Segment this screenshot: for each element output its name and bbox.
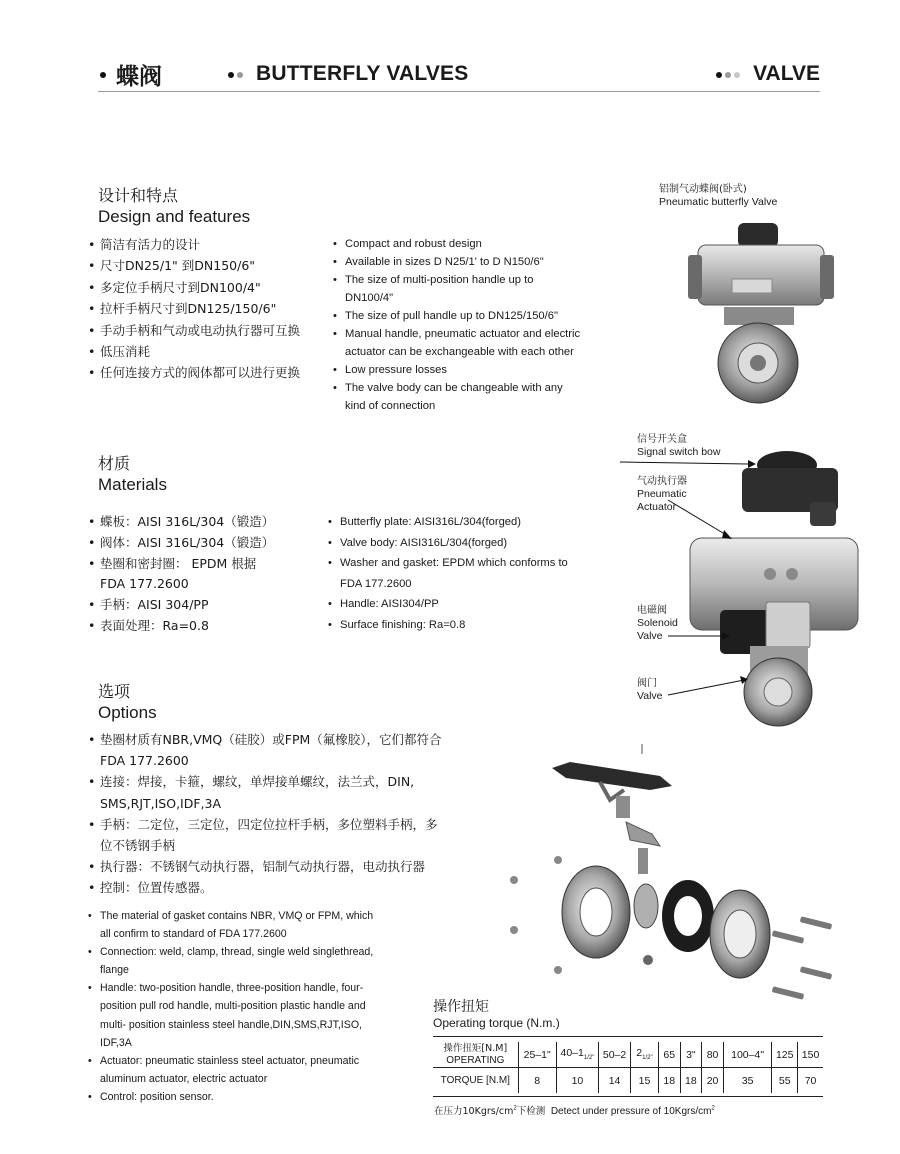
options-list-en [88, 907, 383, 1106]
list-item: • 阀体：AISI 316L/304（锻造） [88, 533, 288, 554]
torque-table-rule [433, 1036, 823, 1037]
list-item: • 简洁有活力的设计 [88, 234, 328, 255]
list-item: • Control: position sensor. [88, 1088, 383, 1106]
photo1-caption-en: Pneumatic butterfly Valve [659, 196, 778, 208]
list-item: • Actuator: pneumatic stainless steel actuator, pneumatic aluminum actuator, electric actuator [88, 1052, 383, 1088]
row-label-en: TORQUE [N.M] [433, 1068, 518, 1094]
size-cell: 25–1" [518, 1042, 556, 1068]
list-item: • Butterfly plate: AISI316L/304(forged) [328, 512, 578, 533]
options-heading [98, 682, 157, 723]
torque-heading-cn: 操作扭矩 [433, 999, 489, 1015]
list-item: • 尺寸DN25/1" 到DN150/6" [88, 255, 328, 276]
bullet-dot-icon [100, 72, 106, 78]
value-cell: 20 [702, 1068, 724, 1094]
label-valve: 阀门 Valve [637, 678, 663, 702]
size-cell: 125 [772, 1042, 798, 1068]
list-item: • 垫圈材质有NBR,VMQ（硅胶）或FPM（氟橡胶），它们都符合FDA 177.2600 [88, 729, 443, 771]
value-cell: 10 [556, 1068, 598, 1094]
section-title-cn: 蝶阀 [100, 58, 162, 91]
materials-heading [98, 454, 167, 495]
options-list-cn [88, 729, 443, 899]
options-heading-en: Options [98, 703, 157, 722]
torque-heading [433, 999, 560, 1031]
list-item: • Handle: two-position handle, three-position handle, four-position pull rod handle, multi-position plastic handle and multi- position stainless steel handle,DIN,SMS,RJT,ISO, IDF,3A [88, 979, 383, 1051]
value-cell: 55 [772, 1068, 798, 1094]
value-cell: 8 [518, 1068, 556, 1094]
materials-list-en [328, 512, 578, 636]
size-cell: $2_{1/2"}$ [631, 1042, 659, 1068]
table-row [433, 1042, 823, 1068]
list-item: • 表面处理：Ra=0.8 [88, 616, 288, 637]
design-list-en [333, 235, 593, 415]
dots-icon [716, 60, 743, 84]
label-signal-switch: 信号开关盒 Signal switch bow [637, 434, 721, 458]
list-item: • Low pressure losses [333, 361, 593, 379]
size-cell: $40-1_{1/2"}$ [556, 1042, 598, 1068]
photo1-caption-cn: 铝制气动蝶阀(卧式) [659, 184, 747, 195]
exploded-view-image [500, 738, 840, 1003]
design-heading [98, 186, 250, 227]
value-cell: 35 [723, 1068, 771, 1094]
list-item: • Handle: AISI304/PP [328, 594, 578, 615]
list-item: • Surface finishing: Ra=0.8 [328, 615, 578, 636]
label-pneumatic-actuator: 气动执行器 Pneumatic Actuator [637, 476, 687, 513]
design-heading-en: Design and features [98, 207, 251, 226]
materials-list-cn [88, 512, 288, 637]
value-cell: 18 [658, 1068, 680, 1094]
size-cell: 65 [658, 1042, 680, 1068]
value-cell: 15 [631, 1068, 659, 1094]
page-title: BUTTERFLY VALVES [228, 62, 468, 86]
list-item: • 手柄：AISI 304/PP [88, 595, 288, 616]
options-heading-cn: 选项 [98, 682, 131, 701]
size-cell: 80 [702, 1042, 724, 1068]
list-item: • 蝶板：AISI 316L/304（锻造） [88, 512, 288, 533]
list-item: • 手柄：二定位，三定位，四定位拉杆手柄，多位塑料手柄，多位不锈钢手柄 [88, 814, 443, 856]
list-item: • The size of multi-position handle up to DN100/4" [333, 271, 555, 307]
torque-table [433, 1042, 823, 1093]
size-cell: 50–2 [599, 1042, 631, 1068]
header-divider [98, 91, 820, 92]
list-item: • The valve body can be changeable with any kind of connection [333, 379, 575, 415]
list-item: • 多定位手柄尺寸到DN100/4" [88, 277, 328, 298]
list-item: • Compact and robust design [333, 235, 593, 253]
list-item: • 连接：焊接，卡箍，螺纹，单焊接单螺纹，法兰式，DIN, SMS,RJT,ISO,IDF,3A [88, 771, 443, 813]
row-label-cn: 操作扭矩[N.M] OPERATING [433, 1042, 518, 1068]
list-item: • 执行器：不锈钢气动执行器，铝制气动执行器，电动执行器 [88, 856, 443, 877]
size-cell: 3" [680, 1042, 702, 1068]
category-label: VALVE [716, 62, 820, 86]
list-item: • The material of gasket contains NBR, VMQ or FPM, which all confirm to standard of FDA 177.2600 [88, 907, 383, 943]
value-cell: 14 [599, 1068, 631, 1094]
size-cell: 100–4" [723, 1042, 771, 1068]
value-cell: 70 [798, 1068, 823, 1094]
design-heading-cn: 设计和特点 [98, 186, 179, 205]
materials-heading-en: Materials [98, 475, 167, 494]
list-item: • 任何连接方式的阀体都可以进行更换 [88, 362, 328, 383]
design-list-cn [88, 234, 328, 384]
list-item: • 手动手柄和气动或电动执行器可互换 [88, 320, 328, 341]
value-cell: 18 [680, 1068, 702, 1094]
label-solenoid-valve: 电磁阀 Solenoid Valve [637, 605, 678, 642]
materials-heading-cn: 材质 [98, 454, 131, 473]
list-item: • Manual handle, pneumatic actuator and electric actuator can be exchangeable with each other [333, 325, 593, 361]
dots-icon [228, 60, 246, 84]
list-item: • Washer and gasket: EPDM which conforms to FDA 177.2600 [328, 553, 580, 594]
torque-table-rule [433, 1096, 823, 1097]
pneumatic-butterfly-valve-image [680, 215, 840, 415]
torque-note: 在压力$10Kgrs/cm^2$下检测 Detect under pressure of $10Kgrs/cm^2$ [434, 1105, 715, 1117]
list-item: • Connection: weld, clamp, thread, single weld singlethread, flange [88, 943, 383, 979]
list-item: • 控制：位置传感器。 [88, 877, 443, 898]
list-item: • Available in sizes D N25/1' to D N150/6" [333, 253, 593, 271]
list-item: • 低压消耗 [88, 341, 328, 362]
list-item: • The size of pull handle up to DN125/150/6" [333, 307, 593, 325]
list-item: • 拉杆手柄尺寸到DN125/150/6" [88, 298, 328, 319]
list-item: • Valve body: AISI316L/304(forged) [328, 533, 578, 554]
size-cell: 150 [798, 1042, 823, 1068]
table-row [433, 1068, 823, 1094]
photo1-caption [659, 183, 777, 209]
list-item: • 垫圈和密封圈： EPDM 根据 FDA 177.2600 [88, 554, 285, 596]
torque-heading-en: Operating torque (N.m.) [433, 1016, 560, 1030]
